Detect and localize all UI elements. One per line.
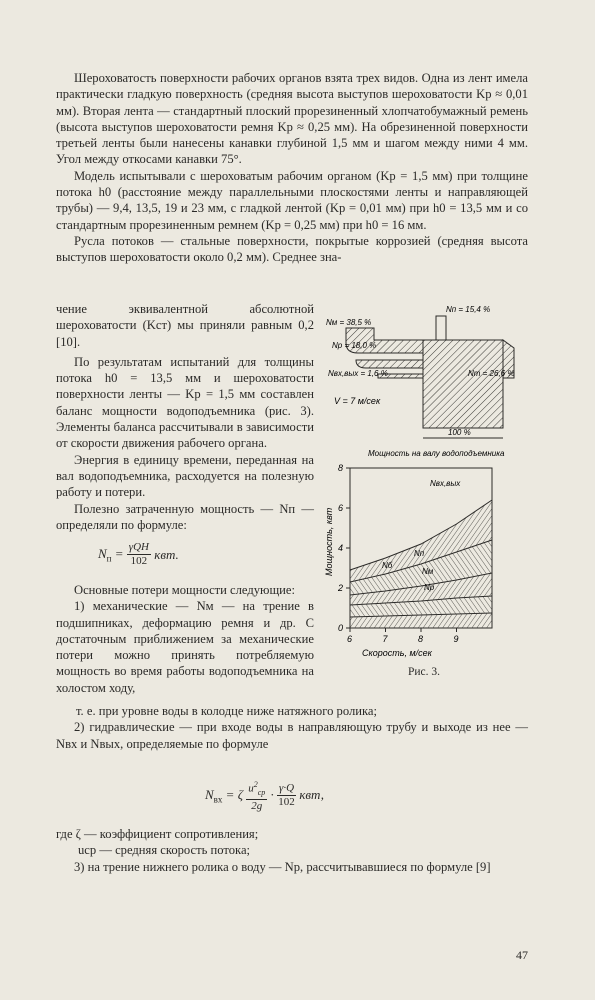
label-np: Nп = 15,4 % [446, 305, 491, 314]
text-end-block [56, 826, 528, 875]
label-nr: Nр = 18,0 % [332, 341, 377, 350]
paragraph-results: По результатам испытаний для толщины потока h0 = 13,5 мм и шероховатости поверхности ленты — Kр = 1,5 мм составлен баланс мощности водоподъемника (рис. 3). Элементы баланса рассчитывали в зависимости от скорости движения рабочего органа. [56, 354, 314, 451]
y-axis-label: Мощность, квт [324, 507, 334, 576]
paragraph-mechanical: 1) механические — Nм — на трение в подшипниках, деформацию ремня и др. С достаточным приближением за механические потери можно принять потребляемую мощность во время работы водоподъемника на холостом ходу, [56, 599, 314, 695]
power-chart [322, 458, 512, 673]
series-annotation: Nм [422, 567, 434, 576]
power-balance-diagram [318, 298, 518, 458]
x-tick-label: 9 [453, 634, 459, 644]
paragraph-model-tests: Модель испытывали с шероховатым рабочим органом (Kр = 1,5 мм) при толщине потока h0 (расстояние между параллельными плоскостями ленты и направляющей трубы) — 9,4, 13,5, 19 и 23 мм, с гладкой лентой (Kр = 0,01 мм) при h0 = 13,5 мм и со стандартным прорезиненным ремнем (Kр = 0,25 мм) при h0 = 16 мм. [56, 168, 528, 232]
x-axis-label: Скорость, м/сек [362, 648, 432, 658]
label-nvh: Nвх,вых = 1,6 % [328, 369, 388, 378]
paragraph-energy: Энергия в единицу времени, переданная на вал водоподъемника, расходуется на полезную работу и потери. [56, 452, 314, 500]
paragraph-channels: Русла потоков — стальные поверхности, покрытые коррозией (средняя высота выступов шероховатости около 0,2 мм). Среднее зна- [56, 233, 528, 265]
paragraph-mechanical-cont: т. е. при уровне воды в колодце ниже натяжного ролика; [76, 704, 377, 718]
y-tick-label: 0 [338, 623, 344, 633]
paragraph-channels-cont: чение эквивалентной абсолютной шероховатости (Kст) мы приняли равным 0,2 [10]. [56, 302, 314, 349]
text-left-column [56, 301, 314, 533]
paragraph-losses: Основные потери мощности следующие: [74, 583, 295, 597]
y-tick-label: 8 [338, 463, 344, 473]
text-top-block [56, 70, 528, 266]
label-nm: Nм = 38,5 % [326, 318, 372, 327]
series-annotation: Nр [424, 583, 435, 592]
paragraph-useful-power: Полезно затраченную мощность — Nп — определяли по формуле: [56, 501, 314, 532]
y-tick-label: 6 [338, 503, 344, 513]
page-number: 47 [516, 948, 528, 962]
diagram-title: Мощность на валу водоподъемника [368, 449, 505, 458]
series-annotation: Nп [414, 549, 425, 558]
x-tick-label: 7 [382, 634, 388, 644]
x-tick-label: 6 [347, 634, 353, 644]
shaft-power-block [423, 340, 503, 428]
text-left-column-2 [56, 582, 314, 696]
formula-hydraulic-loss: $N_{вх} = \zeta$ $u^2_{ср}$ 2g · $\frac{\gamma\cdot Q}{102}$ квт, [205, 780, 324, 812]
roller-loss-flow [356, 360, 423, 368]
figure-caption: Рис. 3. [408, 666, 441, 678]
paragraph-roughness: Шероховатость поверхности рабочих органов взята трех видов. Одна из лент имела практически гладкую поверхность (средняя высота выступов шероховатости Kр ≈ 0,01 мм). Вторая лента — стандартный плоский прорезиненный хлопчатобумажный ремень (высота выступов шероховатости ремня Kр ≈ 0,25 мм). На обрезиненной поверхности третьей ленты были нанесены канавки глубиной 1,5 мм и шагом между ними 4 мм. Угол между откосами канавки 75°. [56, 71, 528, 167]
paragraph-hydraulic: 2) гидравлические — при входе воды в направляющую трубу и выходе из нее — Nвх и Nвых, определяемые по формуле [56, 720, 528, 751]
label-velocity: V = 7 м/сек [334, 396, 381, 406]
paragraph-where-u: uср — средняя скорость потока; [78, 843, 251, 858]
y-tick-label: 2 [338, 583, 344, 593]
text-bottom-block [56, 703, 528, 752]
formula-useful-power: $N_п$ = γQH 102 квт. [98, 541, 179, 567]
series-annotation: Nвх,вых [430, 479, 461, 488]
series-annotation: Nб [382, 561, 393, 570]
label-nn: Nт = 26,6 % [468, 369, 515, 378]
useful-power-flow [436, 316, 446, 340]
paragraph-roller-friction: 3) на трение нижнего ролика о воду — Nр, рассчитывавшиеся по формуле [9] [74, 859, 491, 874]
label-total: 100 % [448, 428, 471, 437]
paragraph-where-zeta: где ζ — коэффициент сопротивления; [56, 827, 259, 841]
x-tick-label: 8 [418, 634, 424, 644]
y-tick-label: 4 [338, 543, 344, 553]
